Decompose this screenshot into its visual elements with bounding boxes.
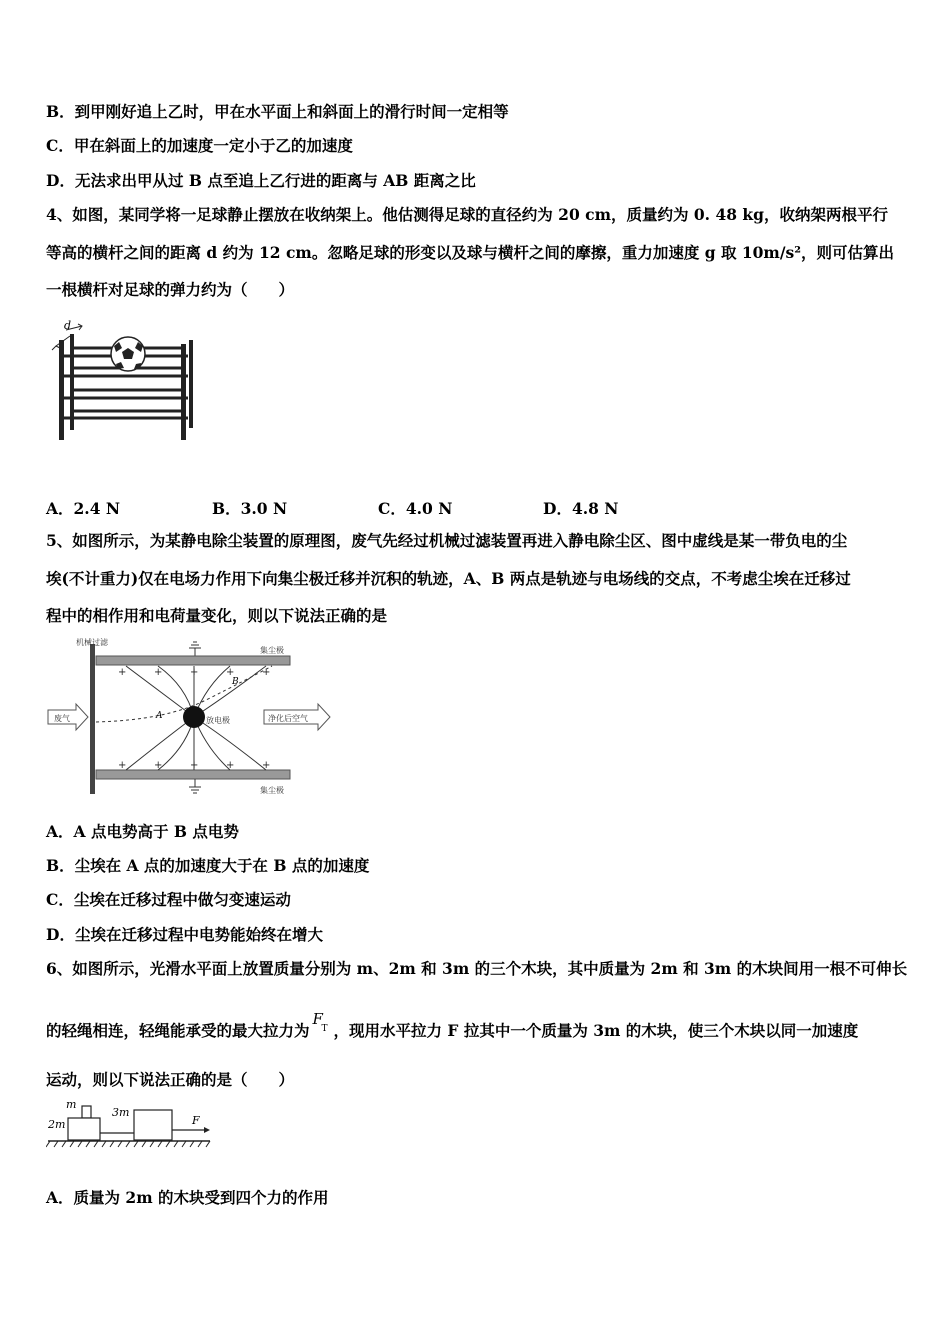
q4-options [46, 497, 618, 519]
collector-top-label: 集尘极 [260, 646, 284, 655]
svg-text:+: + [262, 667, 271, 678]
shoe-rack-figure [48, 318, 198, 448]
ft-symbol [310, 1010, 334, 1041]
svg-text:+: + [118, 760, 127, 771]
m2-label: 2m [48, 1118, 66, 1131]
q6-stem-line1: 6、如图所示，光滑水平面上放置质量分别为 m、2m 和 3m 的三个木块，其中质量为 2m 和 3m 的木块间用一根不可伸长 [46, 959, 908, 978]
svg-text:+: + [154, 667, 163, 678]
svg-text:+: + [226, 760, 235, 771]
q6-stem-line2-end: ，现用水平拉力 F 拉其中一个质量为 3m 的木块，使三个木块以同一加速度 [333, 1021, 859, 1040]
q5-option-c: C．尘埃在迁移过程中做匀变速运动 [46, 890, 291, 909]
discharge-label: 放电极 [206, 716, 230, 725]
q5-stem-line1: 5、如图所示，为某静电除尘装置的原理图，废气先经过机械过滤装置再进入静电除尘区、图中虚线是某一带负电的尘 [46, 531, 848, 550]
q4-stem-line3: 一根横杆对足球的弹力约为（ ） [46, 280, 295, 299]
svg-text:+: + [226, 667, 235, 678]
svg-text:+: + [190, 760, 199, 771]
q6-stem-line3: 运动，则以下说法正确的是（ ） [46, 1070, 295, 1089]
q4-option-b: B．3.0 N [212, 499, 288, 518]
q5-stem-line2: 埃(不计重力)仅在电场力作用下向集尘极迁移并沉积的轨迹，A、B 两点是轨迹与电场线的交点，不考虑尘埃在迁移过 [46, 569, 851, 588]
q6-stem-line2 [46, 1010, 859, 1041]
q4-option-a: A．2.4 N [46, 499, 121, 518]
q4-option-d: D．4.8 N [543, 499, 619, 518]
electrostatic-precipitator-figure [46, 636, 342, 800]
svg-text:+: + [190, 667, 199, 678]
ft-symbol-f: F [312, 1010, 323, 1028]
q5-option-d: D．尘埃在迁移过程中电势能始终在增大 [46, 925, 323, 944]
outlet-label: 净化后空气 [268, 714, 308, 723]
collector-bottom-label: 集尘极 [260, 786, 284, 795]
q3-option-d: D．无法求出甲从过 B 点至追上乙行进的距离与 AB 距离之比 [46, 171, 476, 190]
q6-stem-line2-start: 的轻绳相连，轻绳能承受的最大拉力为 [46, 1021, 310, 1040]
ft-symbol-sub: T [321, 1024, 328, 1034]
d-label: d [64, 319, 72, 332]
q3-option-c: C．甲在斜面上的加速度一定小于乙的加速度 [46, 136, 353, 155]
q5-stem-line3: 程中的相作用和电荷量变化，则以下说法正确的是 [46, 606, 388, 625]
f-label: F [192, 1114, 200, 1127]
q6-option-a: A．质量为 2m 的木块受到四个力的作用 [46, 1188, 329, 1207]
blocks-figure [46, 1098, 216, 1152]
svg-text:+: + [118, 667, 127, 678]
q5-option-b: B．尘埃在 A 点的加速度大于在 B 点的加速度 [46, 856, 370, 875]
svg-text:+: + [154, 760, 163, 771]
m3-label: 3m [112, 1106, 130, 1119]
q3-option-b: B．到甲刚好追上乙时，甲在水平面上和斜面上的滑行时间一定相等 [46, 102, 509, 121]
inlet-label: 废气 [54, 714, 70, 723]
m-label: m [66, 1098, 77, 1111]
point-a-label: A [156, 711, 163, 721]
q5-option-a: A．A 点电势高于 B 点电势 [46, 822, 239, 841]
svg-text:+: + [262, 760, 271, 771]
q4-stem-line1: 4、如图，某同学将一足球静止摆放在收纳架上。他估测得足球的直径约为 20 cm，质量约为 0. 48 kg，收纳架两根平行 [46, 205, 889, 224]
filter-label: 机械过滤 [76, 638, 108, 647]
q4-option-c: C．4.0 N [378, 499, 453, 518]
q4-stem-line2: 等高的横杆之间的距离 d 约为 12 cm。忽略足球的形变以及球与横杆之间的摩擦，重力加速度 g 取 10m/s²，则可估算出 [46, 243, 895, 262]
point-b-label: B [232, 677, 239, 687]
